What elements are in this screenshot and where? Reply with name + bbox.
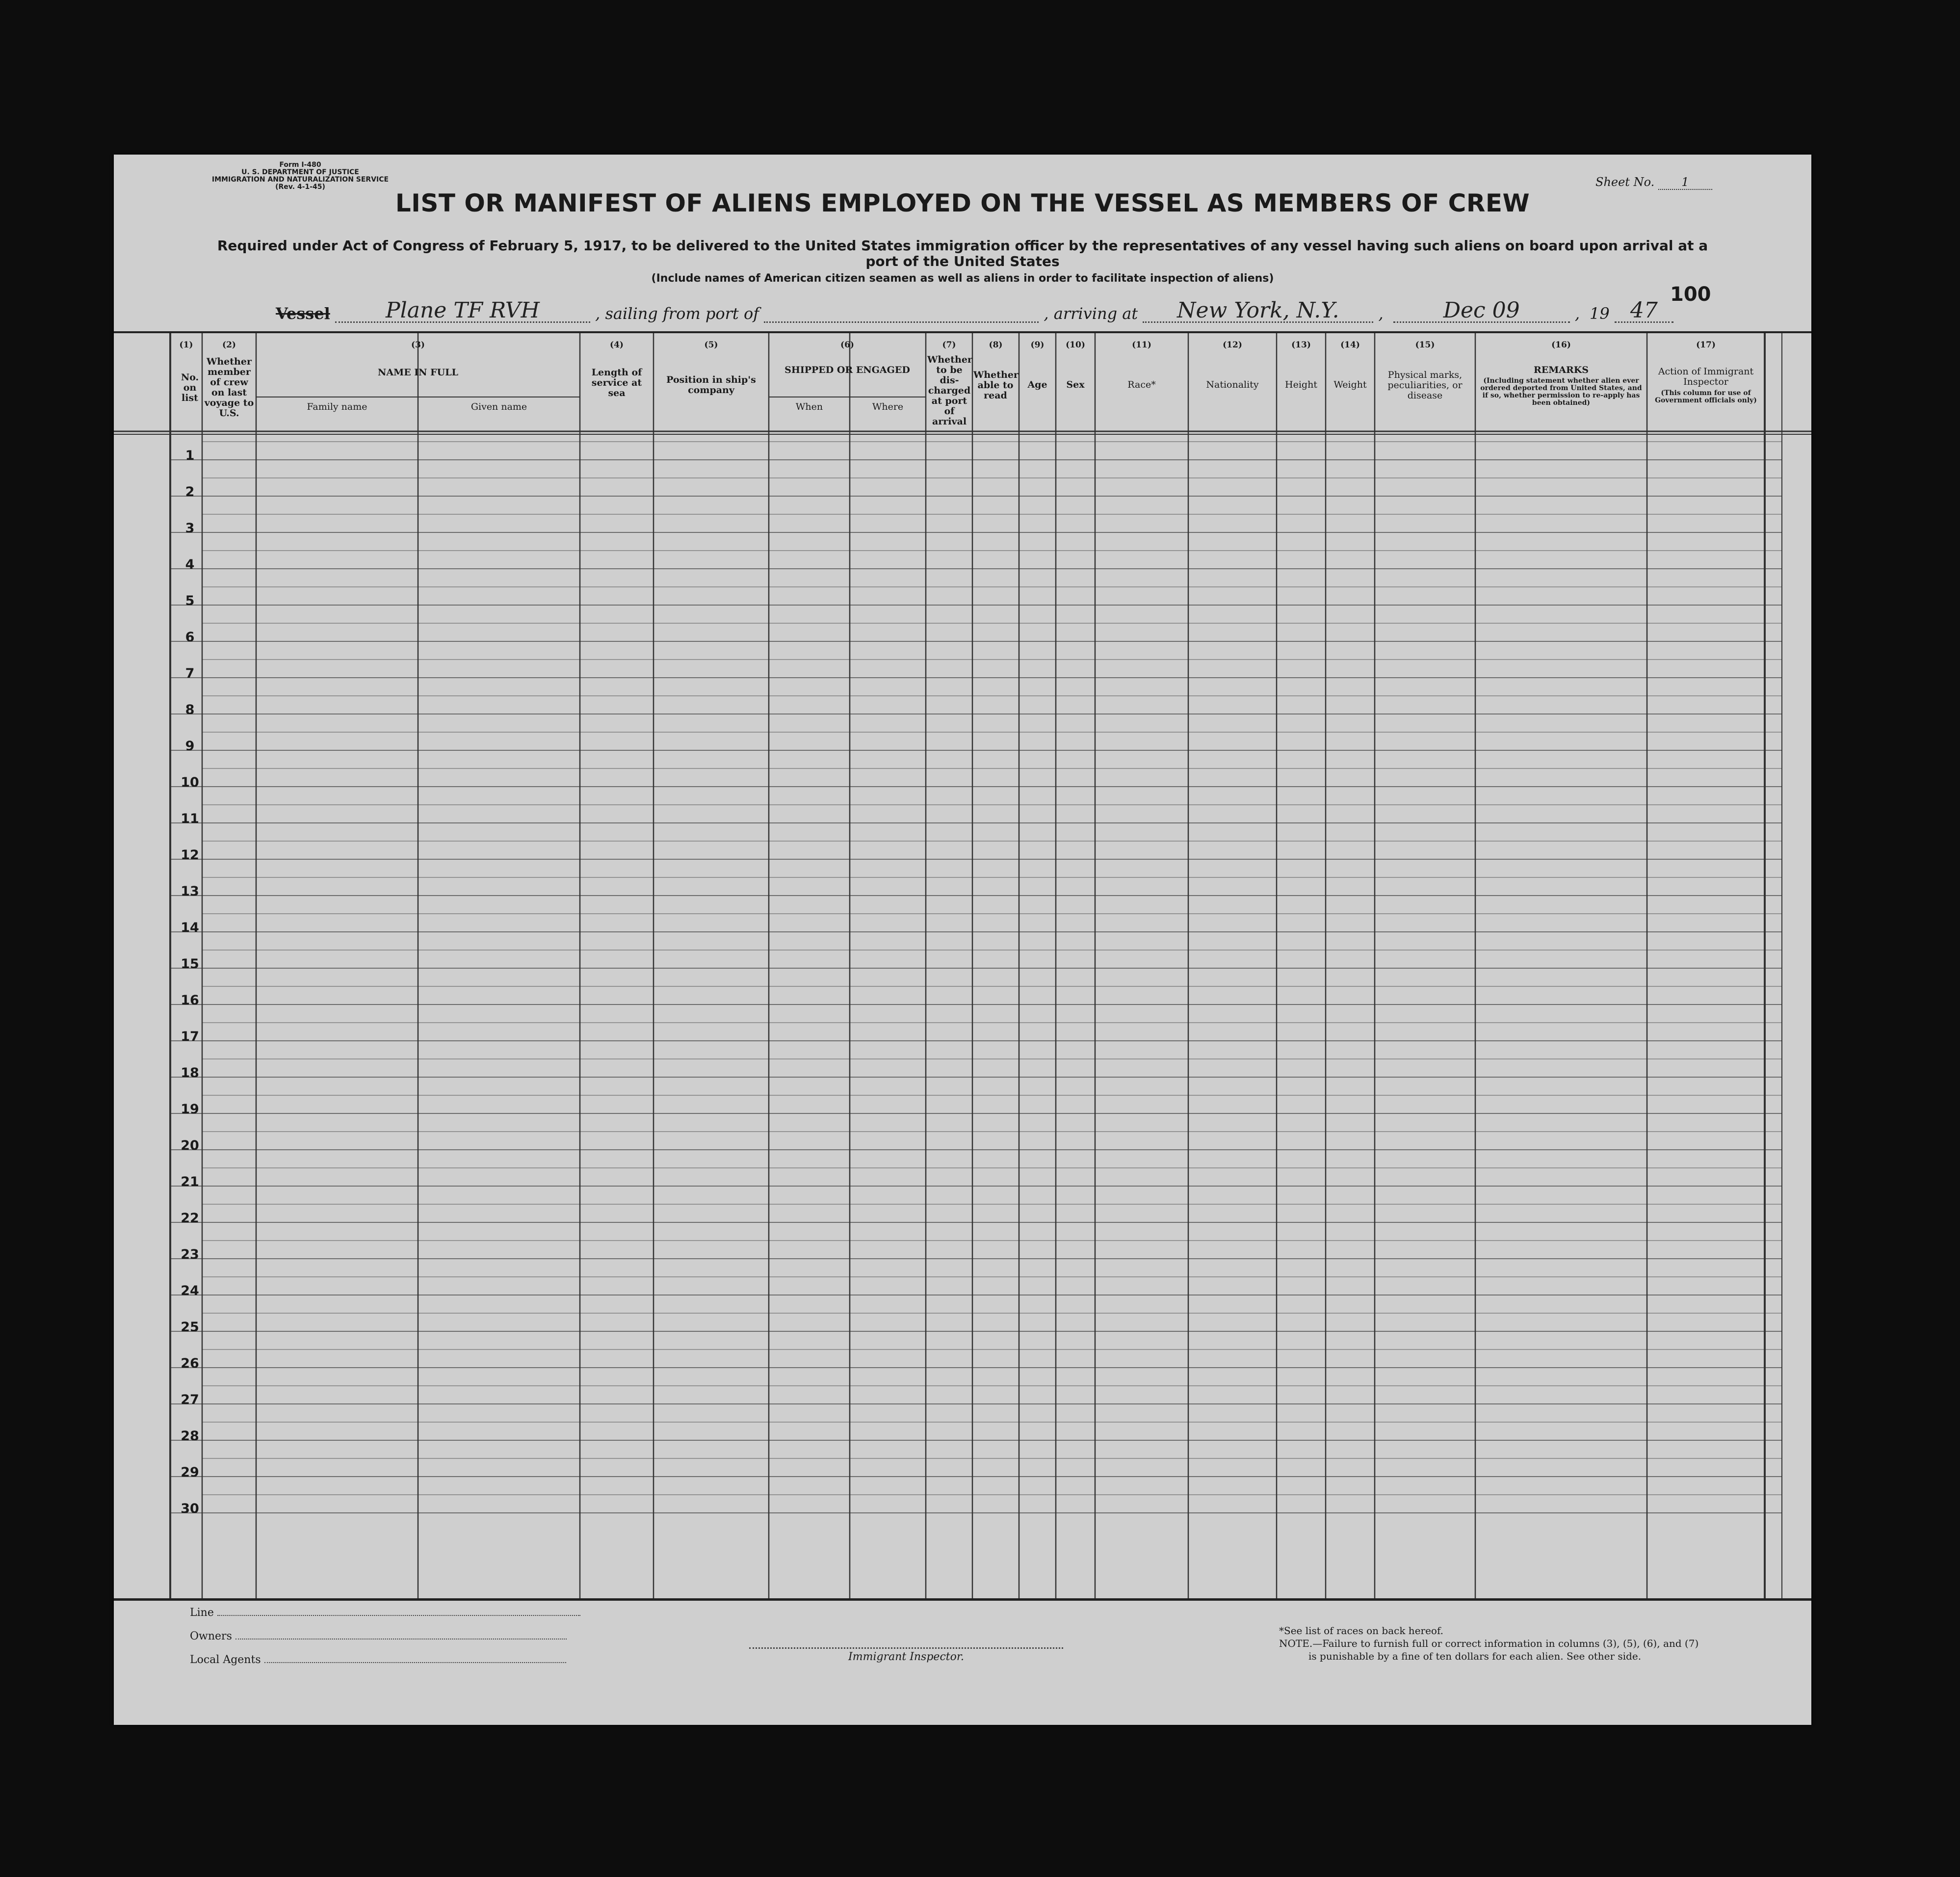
row-number: 5 — [185, 593, 195, 608]
stamp-number: 100 — [1670, 283, 1711, 306]
col-header-race: Race* — [1127, 379, 1156, 390]
col-header-action-detail: (This column for use of Government officials only) — [1655, 389, 1757, 404]
row-number: 24 — [181, 1283, 199, 1298]
col-num-16: (16) — [1551, 340, 1571, 350]
owners-label: Owners — [190, 1630, 232, 1642]
year-prefix: 19 — [1590, 304, 1610, 323]
include-note: (Include names of American citizen seamen as well as aliens in order to facilitate inspection of aliens) — [651, 272, 1274, 285]
agents-label: Local Agents — [190, 1654, 261, 1666]
col-num-13: (13) — [1291, 340, 1311, 350]
sailing-label: , sailing from port of — [595, 304, 759, 323]
col-num-11: (11) — [1132, 340, 1151, 350]
col-num-5: (5) — [704, 340, 718, 350]
agents-field — [190, 1653, 566, 1666]
manifest-sheet — [114, 155, 1811, 1725]
col-num-14: (14) — [1340, 340, 1360, 350]
vessel-name: Plane TF RVH — [335, 298, 590, 323]
row-number: 9 — [185, 739, 195, 754]
row-number: 27 — [181, 1392, 199, 1407]
revision: (Rev. 4-1-45) — [275, 183, 325, 191]
col-header-no: No. on list — [181, 372, 199, 403]
row-number: 7 — [185, 666, 195, 681]
col-num-1: (1) — [179, 340, 193, 350]
inspector-signature-line — [749, 1647, 1063, 1663]
col-header-when: When — [795, 401, 823, 412]
line-field — [190, 1606, 580, 1619]
row-number: 29 — [181, 1465, 199, 1480]
table-grid — [114, 333, 1811, 1598]
col-num-4: (4) — [610, 340, 624, 350]
note-line-2: is punishable by a fine of ten dollars for each alien. See other side. — [1308, 1650, 1642, 1662]
row-number: 15 — [181, 956, 199, 972]
col-num-8: (8) — [989, 340, 1003, 350]
col-header-remarks-detail: (Including statement whether alien ever ordered deported from United States, and if so, whether permission to re-apply has been obtained) — [1480, 377, 1642, 407]
sheet-label: Sheet No. — [1595, 175, 1655, 189]
row-number: 28 — [181, 1428, 199, 1444]
row-number: 19 — [181, 1102, 199, 1117]
arriving-port: New York, N.Y. — [1143, 298, 1373, 323]
row-number: 17 — [181, 1029, 199, 1044]
owners-field — [190, 1630, 567, 1642]
row-number: 3 — [185, 521, 195, 536]
row-number: 25 — [181, 1320, 199, 1335]
races-note: *See list of races on back hereof. — [1279, 1625, 1444, 1637]
vessel-label: Vessel — [276, 304, 330, 323]
col-num-17: (17) — [1696, 340, 1716, 350]
form-number: Form I-480 — [279, 161, 321, 169]
row-number: 30 — [181, 1501, 199, 1516]
col-num-3: (3) — [411, 340, 425, 350]
row-number: 1 — [185, 448, 195, 463]
sailing-port — [764, 298, 1039, 323]
form-reference — [187, 161, 413, 191]
col-header-height: Height — [1285, 379, 1317, 390]
col-header-marks: Physical marks, peculiarities, or disease — [1387, 370, 1463, 401]
row-number: 4 — [185, 557, 195, 572]
col-header-discharged: Whether to be dis-charged at port of arrival — [927, 354, 972, 427]
col-header-given-name: Given name — [470, 401, 527, 412]
department: U. S. DEPARTMENT OF JUSTICE — [241, 168, 359, 176]
col-header-nationality: Nationality — [1206, 379, 1259, 390]
row-number: 11 — [181, 811, 199, 826]
col-header-member: Whether member of crew on last voyage to U.S. — [204, 356, 254, 419]
col-num-12: (12) — [1223, 340, 1242, 350]
col-num-9: (9) — [1030, 340, 1045, 350]
col-header-read: Whether able to read — [973, 370, 1019, 401]
col-header-age: Age — [1027, 379, 1047, 390]
col-header-family-name: Family name — [307, 401, 367, 412]
col-header-remarks: REMARKS — [1533, 365, 1589, 375]
col-header-weight: Weight — [1333, 379, 1367, 390]
service: IMMIGRATION AND NATURALIZATION SERVICE — [211, 176, 389, 184]
row-number: 2 — [185, 484, 195, 500]
col-num-7: (7) — [942, 340, 956, 350]
vessel-row: Vessel Plane TF RVH , sailing from port of , arriving at New York, N.Y. , Dec 09 , 19 47 — [276, 298, 1738, 322]
requirement-text: Required under Act of Congress of February 5, 1917, to be delivered to the United States immigration officer by the representatives of any vessel having such aliens on board upon arrival at a port of the United States — [217, 238, 1708, 269]
col-num-2: (2) — [222, 340, 236, 350]
year-suffix: 47 — [1615, 298, 1673, 323]
arriving-label: , arriving at — [1044, 304, 1138, 323]
col-header-length: Length of service at sea — [591, 367, 642, 398]
footer-note — [1279, 1624, 1699, 1663]
sheet-value: 1 — [1658, 175, 1712, 190]
col-num-15: (15) — [1415, 340, 1435, 350]
col-num-10: (10) — [1066, 340, 1085, 350]
row-number: 12 — [181, 847, 199, 863]
col-num-6: (6) — [840, 340, 854, 350]
sheet-number — [1595, 175, 1712, 190]
col-header-position: Position in ship's company — [666, 374, 756, 396]
row-number: 6 — [185, 630, 195, 645]
row-number: 10 — [181, 775, 199, 790]
col-header-shipped: SHIPPED OR ENGAGED — [784, 365, 910, 375]
row-number: 22 — [181, 1211, 199, 1226]
row-number: 26 — [181, 1356, 199, 1371]
inspector-label: Immigrant Inspector. — [848, 1651, 964, 1663]
row-number: 16 — [181, 993, 199, 1008]
col-header-where: Where — [872, 401, 904, 412]
col-header-action: Action of Immigrant Inspector — [1658, 366, 1754, 387]
row-number: 21 — [181, 1174, 199, 1190]
row-number: 14 — [181, 920, 199, 935]
crew-table — [114, 331, 1811, 1601]
row-number: 23 — [181, 1247, 199, 1262]
row-number: 20 — [181, 1138, 199, 1153]
line-label: Line — [190, 1607, 214, 1619]
col-header-sex: Sex — [1066, 379, 1085, 390]
row-number: 8 — [185, 702, 195, 717]
row-number: 18 — [181, 1065, 199, 1081]
col-header-name: NAME IN FULL — [378, 367, 458, 378]
note-line-1: NOTE.—Failure to furnish full or correct information in columns (3), (5), (6), and (7) — [1279, 1638, 1699, 1649]
arrival-date: Dec 09 — [1393, 298, 1570, 323]
page-title: LIST OR MANIFEST OF ALIENS EMPLOYED ON THE VESSEL AS MEMBERS OF CREW — [395, 189, 1530, 217]
row-number: 13 — [181, 884, 199, 899]
